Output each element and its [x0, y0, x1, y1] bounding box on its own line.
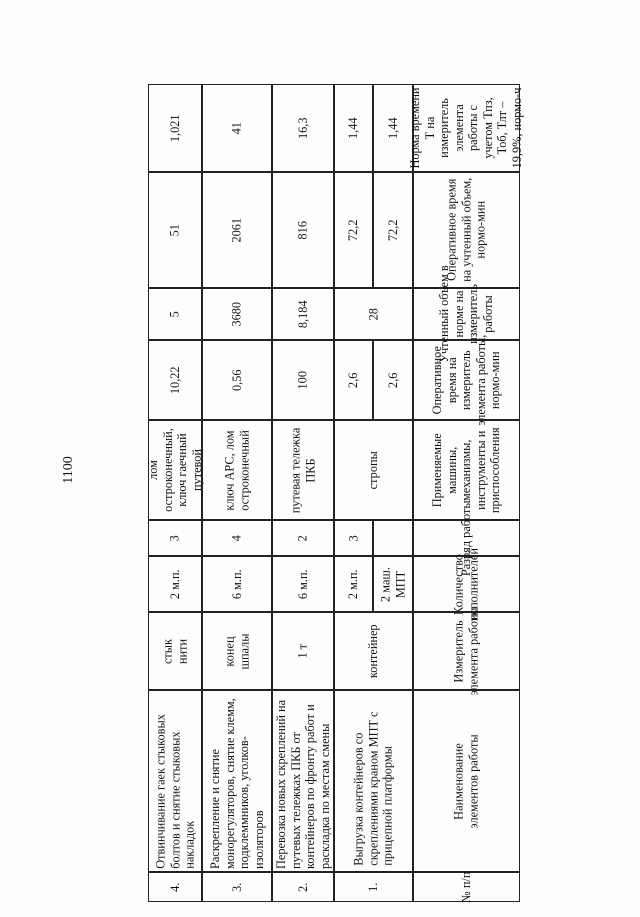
row3-grade: 4 [202, 520, 272, 556]
header-norm-cell [408, 84, 524, 172]
row1-op-time-meter-a: 2,6 [373, 340, 413, 420]
header-op-time-meter-cell [413, 334, 520, 426]
row2-meter: 1 т [272, 612, 334, 690]
row4-tools: лом остроконечный, ключ гаечный путевой [148, 420, 202, 520]
row2-name: Перевозка новых скреплений на путевых тележках ПКБ от контейнеров по фронту работ и раскладка по местам смены [272, 690, 334, 872]
row1-norm-b: 1,44 [334, 84, 373, 172]
row4-volume: 5 [148, 288, 202, 340]
row1-op-time-meter-b: 2,6 [334, 340, 373, 420]
row3-op-time-meter: 0,56 [202, 340, 272, 420]
row2-grade: 2 [272, 520, 334, 556]
row2-op-time-meter: 100 [272, 340, 334, 420]
row1-volume: 28 [334, 288, 413, 340]
header-workers: Количество исполнителей [452, 547, 481, 621]
header-norm: Норма времени Т на измеритель элемента работы с учетом Тпз, Тоб, Тлт – 19,9%, нормо-ч [408, 87, 524, 169]
row2-volume: 8,184 [272, 288, 334, 340]
row1-workers-b: 2 м.п. [334, 556, 373, 612]
row3-tools: ключ АРС, лом остроконечный [202, 420, 272, 520]
row4-grade: 3 [148, 520, 202, 556]
row3-meter: конец шпалы [202, 612, 272, 690]
row2-num: 2. [272, 872, 334, 902]
row2-workers: 6 м.п. [272, 556, 334, 612]
header-meter-cell [413, 607, 520, 696]
row3-num: 3. [202, 872, 272, 902]
row3-volume: 3680 [202, 288, 272, 340]
header-tools: Применяемые машины, механизмы, инструменты и приспособления [430, 427, 503, 513]
row1-meter: контейнер [334, 612, 413, 690]
header-meter: Измеритель элемента работы [452, 607, 481, 696]
row4-num: 4. [148, 872, 202, 902]
row2-norm: 16,3 [272, 84, 334, 172]
row4-workers: 2 м.п. [148, 556, 202, 612]
row4-op-time-meter: 10,22 [148, 340, 202, 420]
row4-norm: 1,021 [148, 84, 202, 172]
row3-norm: 41 [202, 84, 272, 172]
row1-op-time-volume-b: 72,2 [334, 172, 373, 288]
row4-name: Отвинчивание гаек стыковых болтов и снятие стыковых накладок [148, 690, 202, 872]
row3-name: Раскрепление и снятие монорегуляторов, снятие клемм, подклеммников, уголков-изоляторов [202, 690, 272, 872]
header-op-time-meter: Оперативное время на измеритель элемента работы, нормо-мин [430, 334, 503, 426]
row1-op-time-volume-a: 72,2 [373, 172, 413, 288]
header-op-time-volume: Оперативное время на учтенный объем, нормо-мин [444, 177, 488, 283]
row4-meter: стык нити [148, 612, 202, 690]
page-number: 1100 [61, 456, 76, 484]
row3-workers: 6 м.п. [202, 556, 272, 612]
row4-op-time-volume: 51 [148, 172, 202, 288]
row1-norm-a: 1,44 [373, 84, 413, 172]
row1-grade-a [373, 520, 413, 556]
header-grade: Разряд работы [459, 500, 474, 576]
header-num-cell [413, 872, 520, 902]
header-volume: Учтенный объем в норме на измеритель работы [437, 265, 495, 363]
header-name: Наименование элементов работы [452, 733, 481, 829]
row2-op-time-volume: 816 [272, 172, 334, 288]
row1-tools: стропы [334, 420, 413, 520]
row3-op-time-volume: 2061 [202, 172, 272, 288]
norms-grid [146, 84, 524, 903]
row1-grade-b: 3 [334, 520, 373, 556]
header-num: № п/п [459, 871, 474, 903]
row1-name: Выгрузка контейнеров со скреплениями краном МПТ с прицепной платформы [334, 690, 413, 872]
row1-workers-a: 2 маш. МПТ [373, 556, 413, 612]
row1-num: 1. [334, 872, 413, 902]
row2-tools: путевая тележка ПКБ [272, 420, 334, 520]
header-name-cell [413, 690, 520, 872]
